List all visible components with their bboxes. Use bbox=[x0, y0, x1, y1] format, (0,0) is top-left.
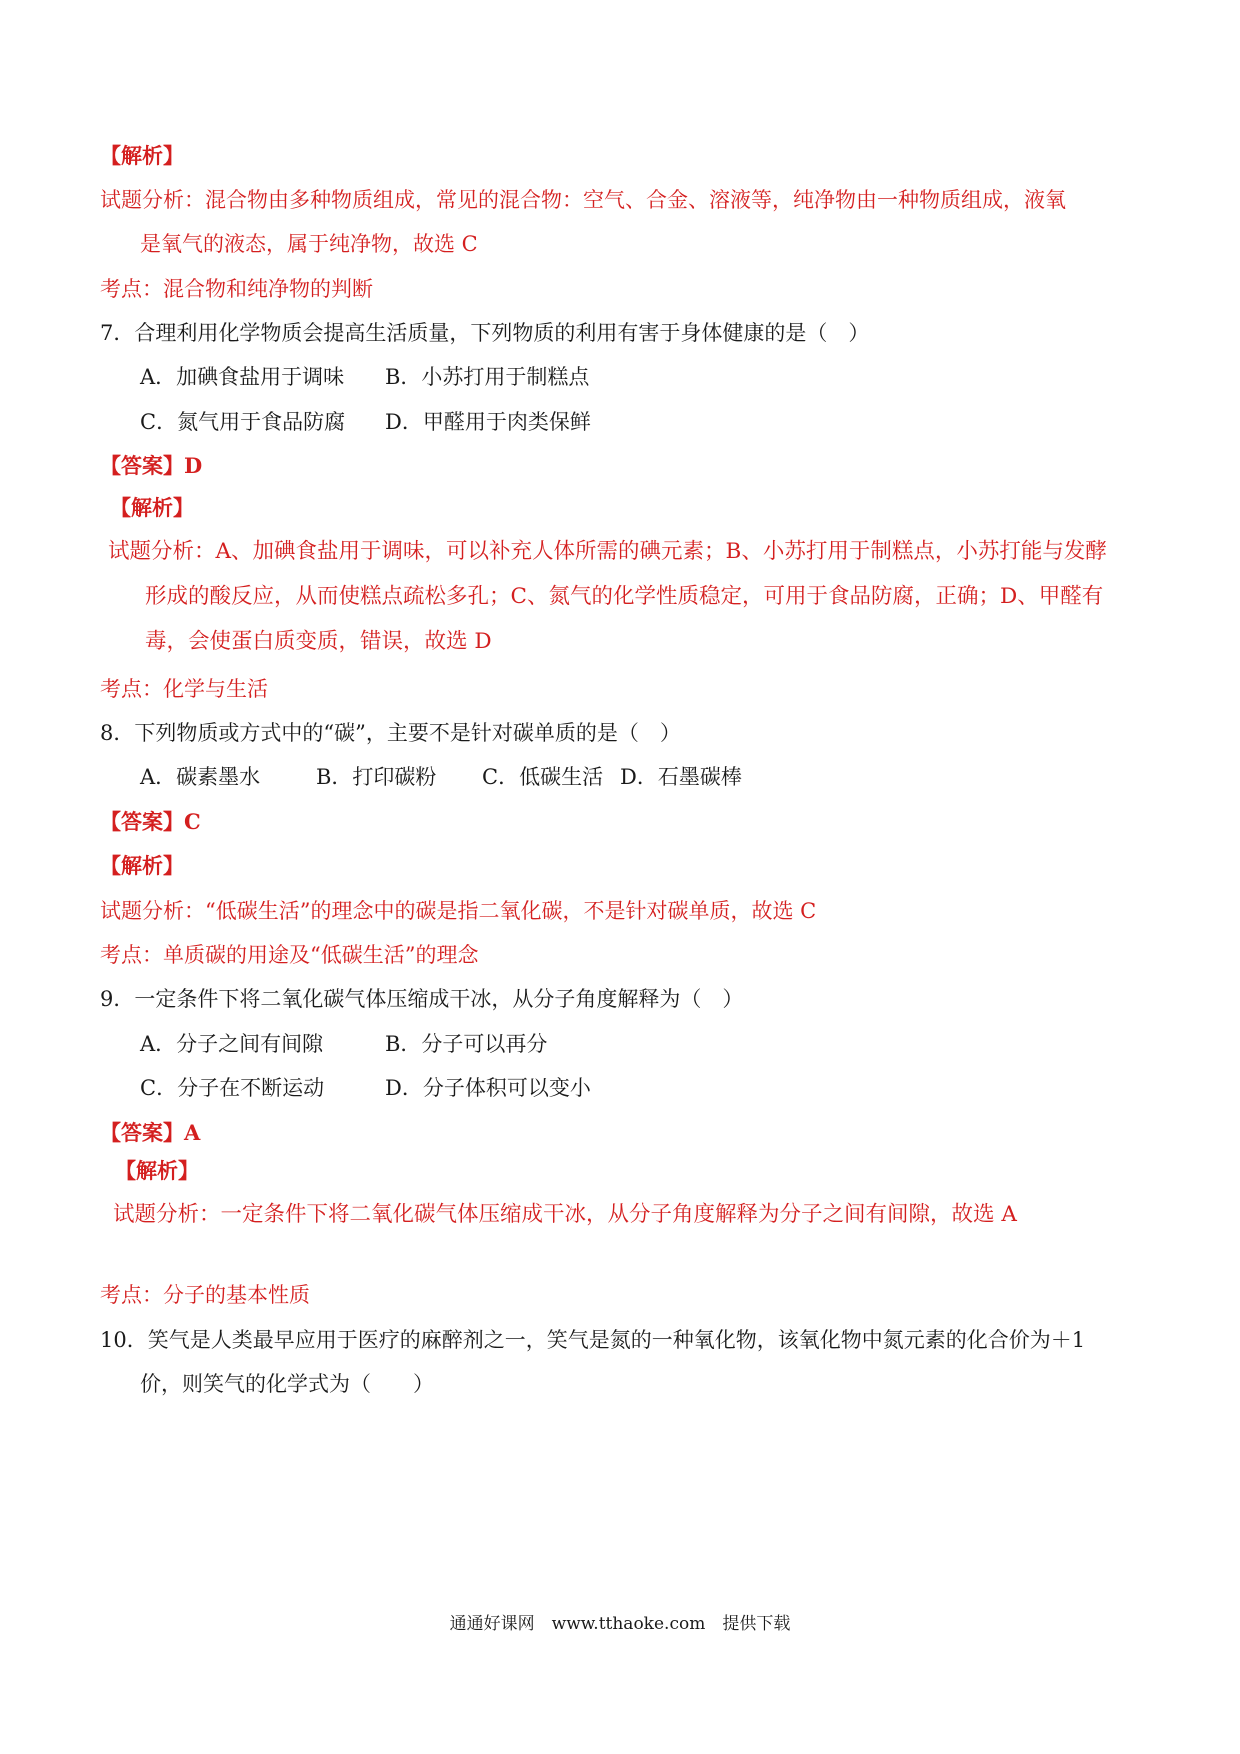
option-b: B．小苏打用于制糕点 bbox=[385, 365, 590, 389]
analysis-heading: 【解析】 bbox=[110, 495, 194, 520]
analysis-heading: 【解析】 bbox=[100, 143, 184, 168]
knowledge-point: 考点：混合物和纯净物的判断 bbox=[100, 277, 373, 301]
answer-line: 【答案】D bbox=[100, 453, 203, 478]
option-c: C．分子在不断运动 bbox=[140, 1076, 325, 1100]
answer-line: 【答案】A bbox=[100, 1120, 201, 1145]
answer-line: 【答案】C bbox=[100, 809, 201, 834]
analysis-heading: 【解析】 bbox=[100, 853, 184, 878]
option-d: D．石墨碳棒 bbox=[620, 765, 742, 789]
analysis-text: 试题分析：“低碳生活”的理念中的碳是指二氧化碳，不是针对碳单质，故选 C bbox=[100, 899, 817, 923]
knowledge-point: 考点：分子的基本性质 bbox=[100, 1283, 310, 1307]
analysis-text: 是氧气的液态，属于纯净物，故选 C bbox=[140, 232, 478, 256]
analysis-text: 试题分析：A、加碘食盐用于调味，可以补充人体所需的碘元素；B、小苏打用于制糕点，小苏打能与发酵 bbox=[108, 539, 1107, 564]
option-c: C．氮气用于食品防腐 bbox=[140, 410, 346, 434]
option-a: A．加碘食盐用于调味 bbox=[140, 365, 345, 389]
option-b: B．分子可以再分 bbox=[385, 1032, 548, 1056]
analysis-text: 试题分析：一定条件下将二氧化碳气体压缩成干冰，从分子角度解释为分子之间有间隙，故选 A bbox=[113, 1202, 1017, 1227]
analysis-heading: 【解析】 bbox=[115, 1158, 199, 1183]
knowledge-point: 考点：化学与生活 bbox=[100, 677, 268, 701]
analysis-text: 试题分析：混合物由多种物质组成，常见的混合物：空气、合金、溶液等，纯净物由一种物质组成，液氧 bbox=[100, 188, 1066, 212]
analysis-text: 毒，会使蛋白质变质，错误，故选 D bbox=[145, 629, 492, 654]
option-a: A．碳素墨水 bbox=[140, 765, 261, 789]
analysis-text: 形成的酸反应，从而使糕点疏松多孔；C、氮气的化学性质稳定，可用于食品防腐，正确；D、甲醛有 bbox=[145, 584, 1104, 609]
option-a: A．分子之间有间隙 bbox=[140, 1032, 324, 1056]
option-b: B．打印碳粉 bbox=[316, 765, 437, 789]
question-stem: 7．合理利用化学物质会提高生活质量，下列物质的利用有害于身体健康的是（ ） bbox=[100, 321, 870, 345]
question-stem: 价，则笑气的化学式为（ ） bbox=[140, 1372, 434, 1396]
question-stem: 9．一定条件下将二氧化碳气体压缩成干冰，从分子角度解释为（ ） bbox=[100, 987, 744, 1011]
question-stem: 8．下列物质或方式中的“碳”，主要不是针对碳单质的是（ ） bbox=[100, 721, 681, 745]
option-c: C．低碳生活 bbox=[482, 765, 604, 789]
option-d: D．甲醛用于肉类保鲜 bbox=[385, 410, 591, 434]
knowledge-point: 考点：单质碳的用途及“低碳生活”的理念 bbox=[100, 943, 479, 967]
question-stem: 10．笑气是人类最早应用于医疗的麻醉剂之一，笑气是氮的一种氧化物，该氧化物中氮元素的化合价为＋1 bbox=[100, 1328, 1086, 1352]
option-d: D．分子体积可以变小 bbox=[385, 1076, 591, 1100]
page-footer: 通通好课网 www.tthaoke.com 提供下载 bbox=[449, 1614, 791, 1634]
